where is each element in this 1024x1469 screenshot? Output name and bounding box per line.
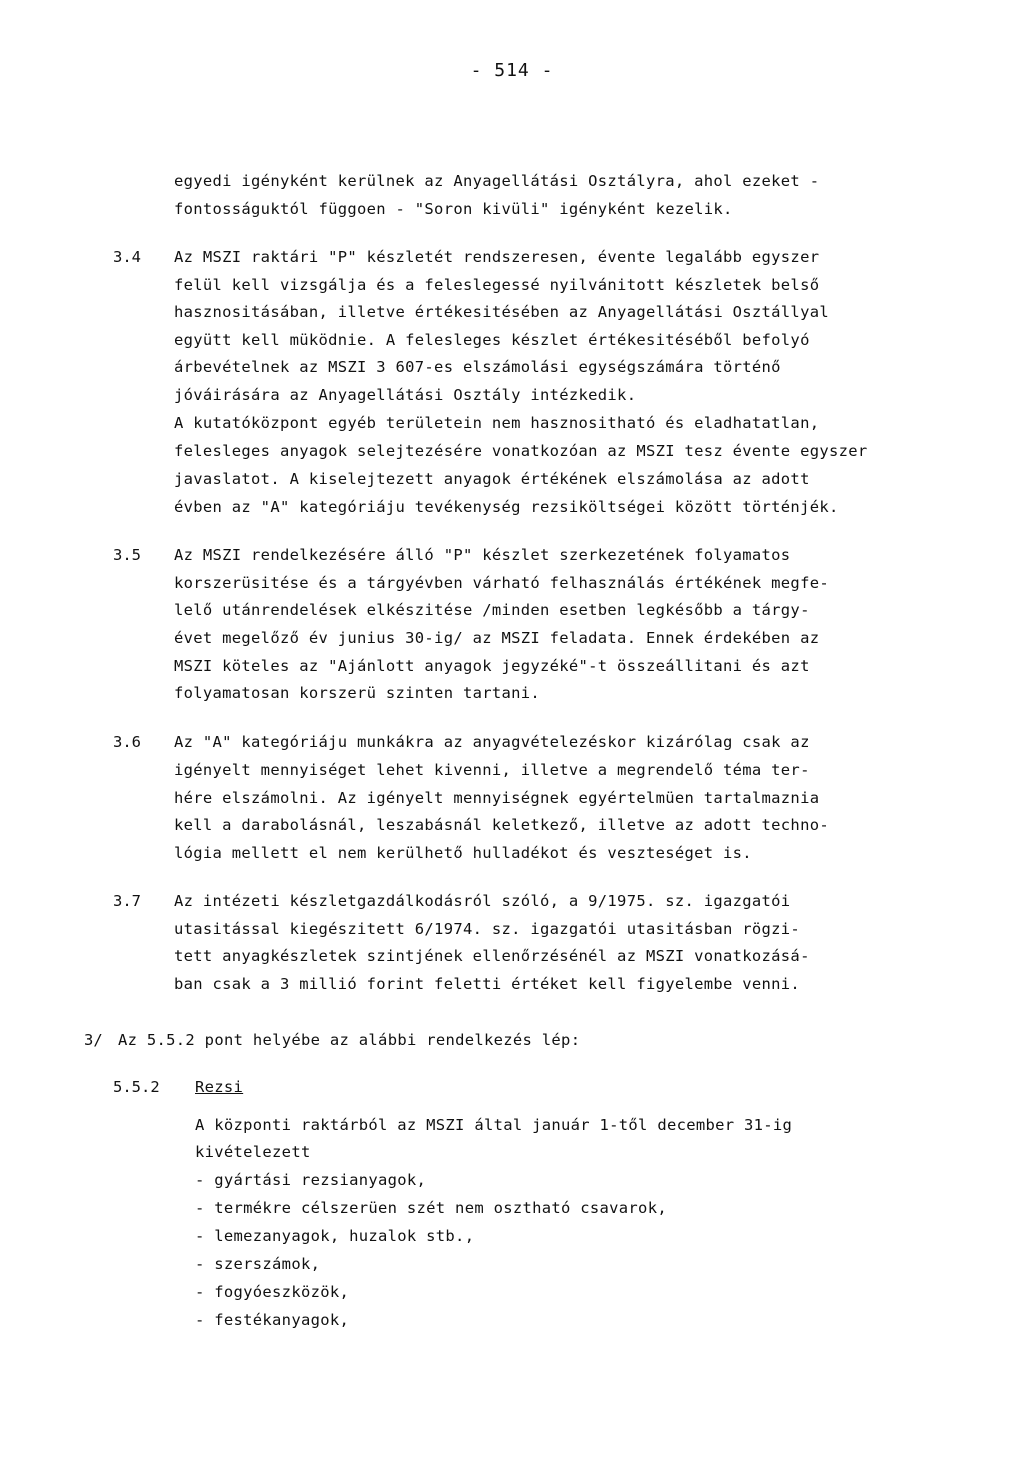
section-number: 3.5 <box>113 546 141 564</box>
section-line: felül kell vizsgálja és a feleslegessé nyilvánitott készletek belső <box>174 276 820 294</box>
section-line: kell a darabolásnál, leszabásnál keletkező, illetve az adott techno- <box>174 816 829 834</box>
section-line: évet megelőző év junius 30-ig/ az MSZI feladata. Ennek érdekében az <box>174 629 820 647</box>
section-line: Az MSZI raktári "P" készletét rendszeresen, évente legalább egyszer <box>174 248 820 266</box>
section-line: kivételezett <box>195 1143 311 1161</box>
section-line: A központi raktárból az MSZI által január 1-től december 31-ig <box>195 1116 793 1134</box>
section-line: javaslatot. A kiselejtezett anyagok értékének elszámolása az adott <box>174 470 810 488</box>
section-line: lógia mellett el nem kerülhető hulladékot és veszteséget is. <box>174 844 752 862</box>
list-item: - lemezanyagok, huzalok stb., <box>195 1227 475 1245</box>
section-line: Az intézeti készletgazdálkodásról szóló, a 9/1975. sz. igazgatói <box>174 892 791 910</box>
section-line: Az MSZI rendelkezésére álló "P" készlet szerkezetének folyamatos <box>174 546 791 564</box>
section-line: évben az "A" kategóriáju tevékenység rezsiköltségei között történjék. <box>174 498 839 516</box>
section-number: 3.4 <box>113 248 141 266</box>
section-line: Az "A" kategóriáju munkákra az anyagvételezéskor kizárólag csak az <box>174 733 810 751</box>
section-number: 3.7 <box>113 892 141 910</box>
section-number: 3.6 <box>113 733 141 751</box>
intro-line: fontosságuktól függoen - "Soron kivüli" igényként kezelik. <box>174 200 733 218</box>
section-line: A kutatóközpont egyéb területein nem hasznositható és eladhatatlan, <box>174 414 820 432</box>
section-line: lelő utánrendelések elkészitése /minden esetben legkésőbb a tárgy- <box>174 601 810 619</box>
list-item: - gyártási rezsianyagok, <box>195 1171 427 1189</box>
section-line: hasznositásában, illetve értékesitésében az Anyagellátási Osztállyal <box>174 303 829 321</box>
section-line: MSZI köteles az "Ajánlott anyagok jegyzéké"-t összeállitani és azt <box>174 657 810 675</box>
section-line: folyamatosan korszerü szinten tartani. <box>174 684 541 702</box>
section-line: hére elszámolni. Az igényelt mennyiségnek egyértelmüen tartalmaznia <box>174 789 820 807</box>
amendment-text: Az 5.5.2 pont helyébe az alábbi rendelkezés lép: <box>118 1031 581 1049</box>
list-item: - fogyóeszközök, <box>195 1283 350 1301</box>
section-line: utasitással kiegészitett 6/1974. sz. igazgatói utasitásban rögzi- <box>174 920 801 938</box>
section-number: 5.5.2 <box>113 1078 160 1096</box>
section-line: felesleges anyagok selejtezésére vonatkozóan az MSZI tesz évente egyszer <box>174 442 868 460</box>
intro-line: egyedi igényként kerülnek az Anyagellátási Osztályra, ahol ezeket - <box>174 172 820 190</box>
page-number: - 514 - <box>470 60 554 81</box>
section-line: igényelt mennyiséget lehet kivenni, illetve a megrendelő téma ter- <box>174 761 810 779</box>
section-line: korszerüsitése és a tárgyévben várható felhasználás értékének megfe- <box>174 574 829 592</box>
section-line: tett anyagkészletek szintjének ellenőrzésénél az MSZI vonatkozásá- <box>174 947 810 965</box>
list-item: - festékanyagok, <box>195 1311 350 1329</box>
list-item: - szerszámok, <box>195 1255 321 1273</box>
section-line: jóváirására az Anyagellátási Osztály intézkedik. <box>174 386 637 404</box>
list-item: - termékre célszerüen szét nem osztható csavarok, <box>195 1199 667 1217</box>
section-line: együtt kell müködnie. A felesleges készlet értékesitéséből befolyó <box>174 331 810 349</box>
section-heading: Rezsi <box>195 1078 244 1096</box>
section-line: árbevételnek az MSZI 3 607-es elszámolási egységszámára történő <box>174 358 781 376</box>
section-line: ban csak a 3 millió forint feletti értéket kell figyelembe venni. <box>174 975 801 993</box>
amendment-number: 3/ <box>84 1031 103 1049</box>
